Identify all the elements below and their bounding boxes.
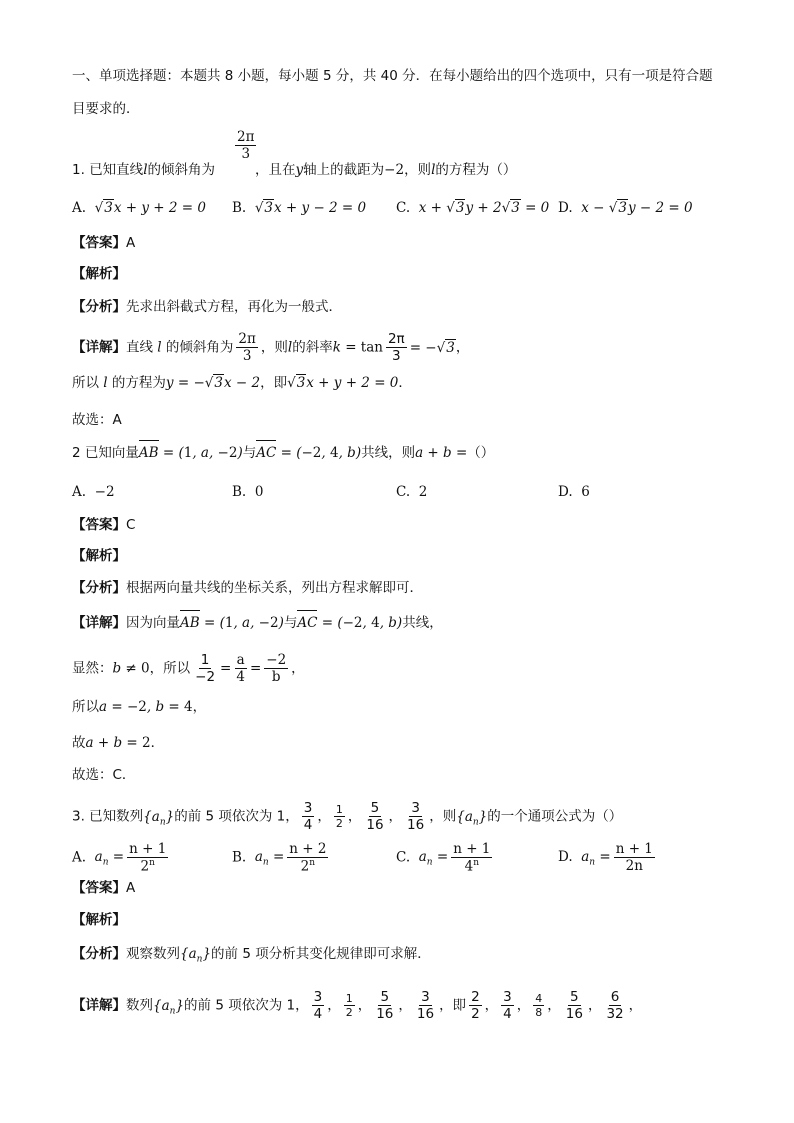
q2-option-a: A. −2 [72, 484, 115, 500]
q2-stem: 2 已知向量AB = (1, a, −2)与AC = (−2, 4, b)共线，则a + b =（） [72, 445, 495, 461]
q3-xiangjie: 【详解】数列$\{a_n\}$的前 5 项依次为 1， $\frac{3}{4}$ ， $\frac{1}{2}$ ， $\frac{5}{16}$ ， $\frac{3}{16}$ ，即 $\frac{2}{2}$ ， $\frac{3}{4}$ ， $\frac{4}{8}$ ， $\frac{5}{16}$ ， $\frac{6}{32}$ ， [72, 989, 643, 1023]
q1-option-a: A. √3x + y + 2 = 0 [72, 200, 206, 216]
q1-analysis-tag: 【解析】 [72, 266, 126, 282]
q3-option-d: D. $a_n$ = $\frac{n + 1}{2n}$ [558, 841, 653, 875]
q3-option-c: C. $a_n$ = $\frac{n + 1}{4^n}$ [396, 841, 491, 875]
q1-stem: 1. 已知直线l的倾斜角为 ，且在y轴上的截距为−2，则l的方程为（） [72, 162, 517, 178]
section-heading-cont: 目要求的． [72, 101, 140, 117]
q1-choose: 故选：A [72, 412, 122, 428]
q2-suoyi: 所以a = −2, b = 4， [72, 699, 207, 715]
q1-angle-fraction: $\frac{2\pi}{3}$ [237, 129, 255, 163]
q1-answer: 【答案】A [72, 235, 136, 251]
q2-option-d: D. 6 [558, 484, 590, 500]
q2-choose: 故选：C． [72, 767, 136, 783]
q1-option-c: C. x + √3y + 2√3 = 0 [396, 200, 550, 216]
q1-option-d: D. x − √3y − 2 = 0 [558, 200, 693, 216]
q3-option-b: B. $a_n$ = $\frac{n + 2}{2^n}$ [232, 841, 327, 875]
q2-gu: 故a + b = 2． [72, 735, 165, 751]
q3-analysis-tag: 【解析】 [72, 912, 126, 928]
q1-option-b: B. √3x + y − 2 = 0 [232, 200, 367, 216]
q3-fenxi: 【分析】观察数列$\{a_n\}$的前 5 项分析其变化规律即可求解． [72, 946, 431, 965]
q2-xianran: 显然：b ≠ 0，所以 $\frac{1}{-2}$ = $\frac{a}{4}$ = $\frac{-2}{b}$ ， [72, 652, 305, 686]
q1-equation: 所以 l 的方程为y = −√3x − 2，即√3x + y + 2 = 0． [72, 375, 412, 391]
section-heading: 一、单项选择题：本题共 8 小题，每小题 5 分，共 40 分．在每小题给出的四个选项中，只有一项是符合题 [72, 68, 713, 84]
q3-answer: 【答案】A [72, 880, 136, 896]
q2-xiangjie: 【详解】因为向量AB = (1, a, −2)与AC = (−2, 4, b)共线， [72, 615, 443, 631]
q2-option-b: B. 0 [232, 484, 264, 500]
q2-fenxi: 【分析】根据两向量共线的坐标关系，列出方程求解即可． [72, 580, 423, 596]
q1-xiangjie: 【详解】直线 l 的倾斜角为 $\frac{2\pi}{3}$ ，则l的斜率k = tan $\frac{2\pi}{3}$ = −√3， [72, 331, 470, 365]
q2-option-c: C. 2 [396, 484, 428, 500]
q2-answer: 【答案】C [72, 517, 136, 533]
q2-analysis-tag: 【解析】 [72, 548, 126, 564]
q3-option-a: A. $a_n$ = $\frac{n + 1}{2^n}$ [72, 841, 167, 875]
q1-fenxi: 【分析】先求出斜截式方程，再化为一般式． [72, 299, 342, 315]
q3-stem: 3. 已知数列$\{a_n\}$的前 5 项依次为 1， $\frac{3}{4}$ ， $\frac{1}{2}$ ， $\frac{5}{16}$ ， $\frac{3}{16}$ ，则$\{a_n\}$的一个通项公式为（） [72, 800, 623, 834]
